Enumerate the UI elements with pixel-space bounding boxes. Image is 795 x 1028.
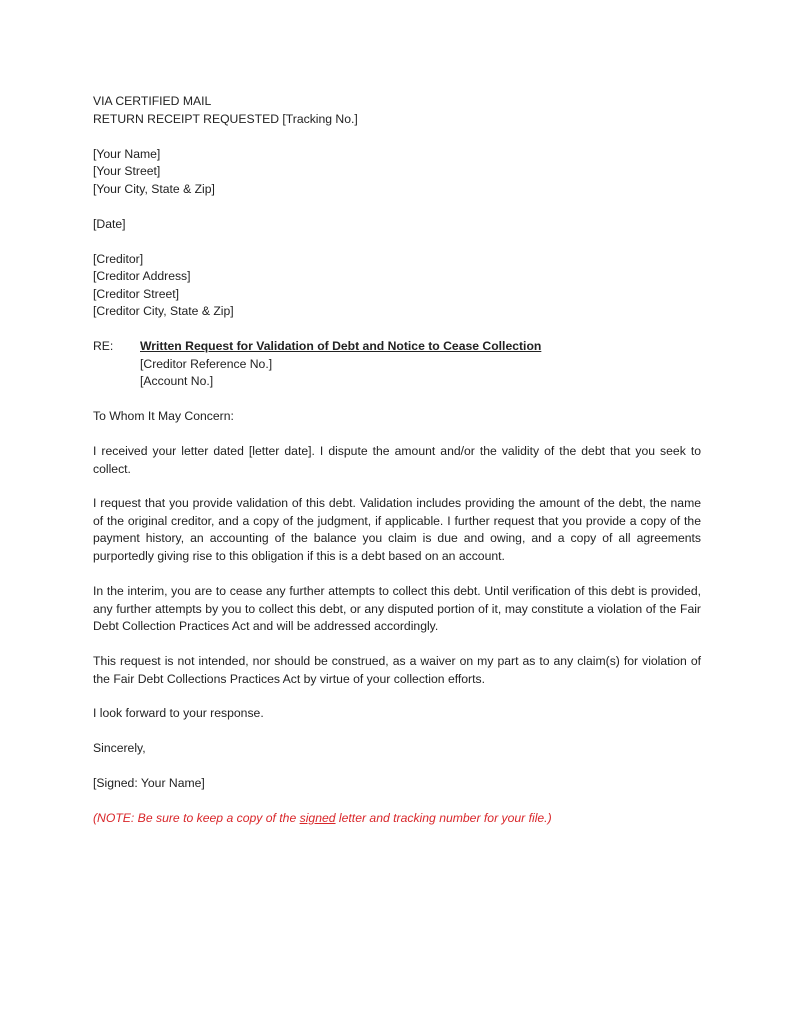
recipient-city: [Creditor City, State & Zip] (93, 304, 234, 318)
re-reference: [Creditor Reference No.] (140, 357, 273, 371)
recipient-street: [Creditor Street] (93, 287, 180, 301)
return-receipt: RETURN RECEIPT REQUESTED [Tracking No.] (93, 112, 358, 126)
re-subject: Written Request for Validation of Debt and Notice to Cease Collection (140, 339, 542, 353)
sender-city: [Your City, State & Zip] (93, 182, 215, 196)
signature: [Signed: Your Name] (93, 776, 205, 790)
body-paragraph-4: This request is not intended, nor should be construed, as a waiver on my part as to any claim(s) for violation of the Fair Debt Collections Practices Act by virtue of your collection efforts. (93, 654, 701, 686)
body-paragraph-3: In the interim, you are to cease any further attempts to collect this debt. Until verification of this debt is provided, any further attempts by you to collect this debt, or any disputed portion of it, may constitute a violation of the Fair Debt Collection Practices Act and will be addressed accordingly. (93, 584, 701, 633)
body-paragraph-1: I received your letter dated [letter date]. I dispute the amount and/or the validity of the debt that you seek to collect. (93, 444, 701, 476)
salutation: To Whom It May Concern: (93, 409, 234, 423)
recipient-creditor: [Creditor] (93, 252, 144, 266)
note-text-before: (NOTE: Be sure to keep a copy of the (93, 811, 300, 825)
recipient-address: [Creditor Address] (93, 269, 191, 283)
note-text-after: letter and tracking number for your file.) (335, 811, 552, 825)
re-account: [Account No.] (140, 374, 214, 388)
note-emphasis: signed (299, 811, 336, 825)
mail-method: VIA CERTIFIED MAIL (93, 94, 212, 108)
re-label: RE: (93, 339, 114, 353)
signoff: Sincerely, (93, 741, 146, 755)
closing-line: I look forward to your response. (93, 706, 264, 720)
sender-name: [Your Name] (93, 147, 161, 161)
file-note (93, 810, 552, 827)
sender-street: [Your Street] (93, 164, 161, 178)
body-paragraph-2: I request that you provide validation of this debt. Validation includes providing the amount of the debt, the name of the original creditor, and a copy of the judgment, if applicable. I further request that you provide a copy of the payment history, an accounting of the balance you claim is due and owing, and a copy of all agreements purportedly giving rise to this obligation if this is a debt based on an account. (93, 496, 701, 563)
letter-date: [Date] (93, 217, 126, 231)
